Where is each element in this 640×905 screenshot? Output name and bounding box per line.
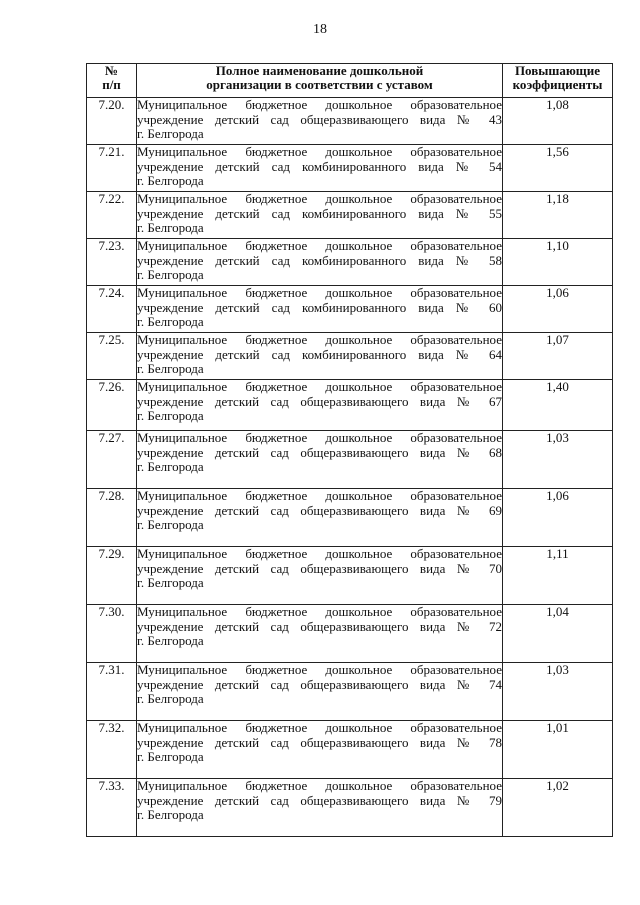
organization-name [137,192,503,239]
table-row [87,489,613,547]
organization-name-line: г. Белгорода [137,126,204,141]
table-row [87,239,613,286]
table-row [87,380,613,431]
table-row [87,605,613,663]
organization-name-line: г. Белгорода [137,459,204,474]
organization-name-line: учреждение детский сад общеразвивающего вида № 72 [137,618,502,634]
organization-name-line: Муниципальное бюджетное дошкольное образовательное [137,238,502,253]
header-name [137,64,503,98]
table-body [87,98,613,837]
organization-name [137,98,503,145]
organization-name [137,721,503,779]
organization-name-line: г. Белгорода [137,267,204,282]
coefficient-value: 1,01 [503,721,613,779]
row-number: 7.24. [87,286,137,333]
table-row [87,145,613,192]
row-number: 7.28. [87,489,137,547]
row-number: 7.27. [87,431,137,489]
organization-name-line: учреждение детский сад общеразвивающего вида № 74 [137,676,502,692]
page-number: 18 [313,22,327,37]
coefficients-table [86,63,613,837]
coefficient-value: 1,03 [503,663,613,721]
organization-name-line: Муниципальное бюджетное дошкольное образовательное [137,191,502,206]
header-name-line: организации в соответствии с уставом [206,77,433,92]
coefficient-value: 1,08 [503,98,613,145]
organization-name-line: Муниципальное бюджетное дошкольное образовательное [137,332,502,347]
coefficient-value: 1,07 [503,333,613,380]
header-coef-line: Повышающие [514,63,601,78]
organization-name-line: г. Белгорода [137,517,204,532]
organization-name [137,605,503,663]
organization-name-line: учреждение детский сад комбинированного вида № 64 [137,346,502,362]
row-number: 7.21. [87,145,137,192]
row-number: 7.22. [87,192,137,239]
organization-name-line: учреждение детский сад комбинированного вида № 58 [137,252,502,268]
organization-name-line: Муниципальное бюджетное дошкольное образовательное [137,144,502,159]
organization-name-line: учреждение детский сад общеразвивающего вида № 43 [137,111,502,127]
table-row [87,547,613,605]
organization-name [137,145,503,192]
organization-name-line: Муниципальное бюджетное дошкольное образовательное [137,662,502,677]
table-row [87,333,613,380]
organization-name [137,489,503,547]
table-row [87,779,613,837]
organization-name-line: Муниципальное бюджетное дошкольное образовательное [137,97,502,112]
organization-name-line: учреждение детский сад общеразвивающего вида № 78 [137,734,502,750]
row-number: 7.31. [87,663,137,721]
coefficient-value: 1,03 [503,431,613,489]
organization-name-line: учреждение детский сад комбинированного вида № 60 [137,299,502,315]
coefficient-value: 1,02 [503,779,613,837]
organization-name-line: г. Белгорода [137,807,204,822]
coefficient-value: 1,06 [503,489,613,547]
organization-name-line: г. Белгорода [137,314,204,329]
organization-name-line: учреждение детский сад общеразвивающего вида № 68 [137,444,502,460]
row-number: 7.29. [87,547,137,605]
organization-name-line: г. Белгорода [137,173,204,188]
row-number: 7.20. [87,98,137,145]
organization-name-line: Муниципальное бюджетное дошкольное образовательное [137,546,502,561]
coefficient-value: 1,06 [503,286,613,333]
organization-name-line: Муниципальное бюджетное дошкольное образовательное [137,379,502,394]
organization-name-line: г. Белгорода [137,361,204,376]
organization-name [137,547,503,605]
row-number: 7.23. [87,239,137,286]
organization-name-line: Муниципальное бюджетное дошкольное образовательное [137,604,502,619]
row-number: 7.32. [87,721,137,779]
organization-name [137,779,503,837]
header-name-line: Полное наименование дошкольной [215,63,424,78]
header-coef [503,64,613,98]
organization-name-line: г. Белгорода [137,408,204,423]
organization-name-line: учреждение детский сад общеразвивающего вида № 69 [137,502,502,518]
table-row [87,286,613,333]
organization-name [137,380,503,431]
organization-name-line: учреждение детский сад комбинированного вида № 55 [137,205,502,221]
row-number: 7.33. [87,779,137,837]
header-num-line: № [104,63,119,78]
row-number: 7.30. [87,605,137,663]
organization-name [137,286,503,333]
coefficient-value: 1,18 [503,192,613,239]
organization-name-line: г. Белгорода [137,633,204,648]
organization-name-line: г. Белгорода [137,575,204,590]
organization-name [137,431,503,489]
organization-name-line: Муниципальное бюджетное дошкольное образовательное [137,488,502,503]
header-num [87,64,137,98]
organization-name-line: г. Белгорода [137,749,204,764]
header-num-line: п/п [102,77,121,92]
organization-name-line: г. Белгорода [137,220,204,235]
coefficient-value: 1,56 [503,145,613,192]
organization-name [137,663,503,721]
organization-name-line: учреждение детский сад общеразвивающего вида № 70 [137,560,502,576]
table-row [87,663,613,721]
organization-name-line: Муниципальное бюджетное дошкольное образовательное [137,778,502,793]
table-row [87,192,613,239]
organization-name-line: учреждение детский сад общеразвивающего вида № 67 [137,393,502,409]
row-number: 7.25. [87,333,137,380]
organization-name-line: учреждение детский сад комбинированного вида № 54 [137,158,502,174]
table-header-row [87,64,613,98]
organization-name-line: г. Белгорода [137,691,204,706]
organization-name [137,239,503,286]
organization-name [137,333,503,380]
coefficient-value: 1,04 [503,605,613,663]
table-row [87,98,613,145]
table-row [87,431,613,489]
row-number: 7.26. [87,380,137,431]
coefficient-value: 1,11 [503,547,613,605]
organization-name-line: учреждение детский сад общеразвивающего вида № 79 [137,792,502,808]
organization-name-line: Муниципальное бюджетное дошкольное образовательное [137,720,502,735]
coefficient-value: 1,10 [503,239,613,286]
coefficient-value: 1,40 [503,380,613,431]
header-coef-line: коэффициенты [512,77,603,92]
organization-name-line: Муниципальное бюджетное дошкольное образовательное [137,430,502,445]
organization-name-line: Муниципальное бюджетное дошкольное образовательное [137,285,502,300]
table-row [87,721,613,779]
